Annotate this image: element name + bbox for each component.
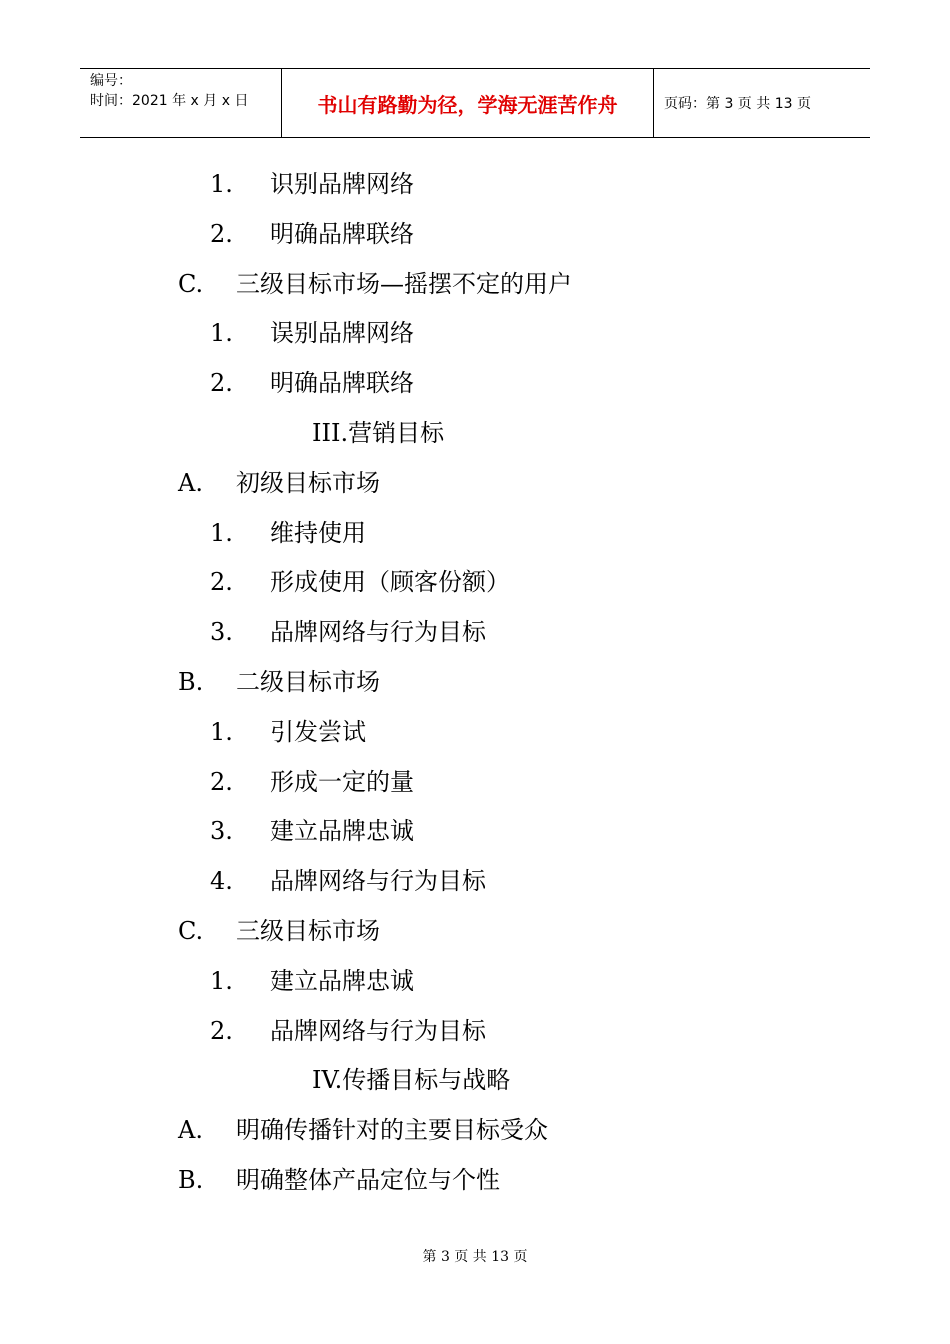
outline-item-number: 2. (210, 768, 233, 796)
section-heading-text: III.营销目标 (312, 419, 445, 447)
outline-item-number: A. (178, 469, 203, 497)
section-heading (312, 418, 444, 448)
outline-item-text: 三级目标市场 (236, 917, 380, 945)
outline-item-text: 明确品牌联络 (270, 220, 414, 248)
outline-item-text: 明确品牌联络 (270, 369, 414, 397)
outline-item-number: B. (178, 668, 204, 696)
outline-item-text: 识别品牌网络 (270, 170, 414, 198)
outline-item-text: 建立品牌忠诚 (270, 817, 414, 845)
outline-item-number: A. (178, 1116, 203, 1144)
header-page-info: 页码：第 3 页 共 13 页 (664, 96, 811, 112)
outline-item-number: 1. (210, 519, 233, 547)
outline-item-number: 1. (210, 718, 233, 746)
outline-item-number: 3. (210, 618, 233, 646)
outline-item-number: 4. (210, 867, 233, 895)
outline-item-number: 1. (210, 319, 233, 347)
outline-item-text: 维持使用 (270, 519, 366, 547)
number-label: 编号： (90, 73, 132, 89)
outline-item-number: 1. (210, 170, 233, 198)
outline-item-number: C. (178, 917, 204, 945)
outline-item-number: 2. (210, 568, 233, 596)
section-heading (312, 1065, 510, 1095)
outline-item-number: 3. (210, 817, 233, 845)
outline-item-text: 误别品牌网络 (270, 319, 414, 347)
outline-item-number: 2. (210, 1017, 233, 1045)
outline-item-text: 初级目标市场 (236, 469, 380, 497)
section-heading-text: IV.传播目标与战略 (312, 1066, 511, 1094)
outline-item-text: 形成一定的量 (270, 768, 414, 796)
outline-item-number: B. (178, 1166, 204, 1194)
outline-item-number: C. (178, 270, 204, 298)
header-motto: 书山有路勤为径，学海无涯苦作舟 (282, 69, 654, 137)
outline-item-number: 2. (210, 369, 233, 397)
outline-item-text: 三级目标市场—摇摆不定的用户 (236, 270, 572, 298)
outline-item-text: 引发尝试 (270, 718, 366, 746)
outline-item-text: 建立品牌忠诚 (270, 967, 414, 995)
outline-item-number: 2. (210, 220, 233, 248)
time-label: 时间：2021 年 x 月 x 日 (90, 93, 249, 109)
outline-item-text: 二级目标市场 (236, 668, 380, 696)
outline-item-text: 明确传播针对的主要目标受众 (236, 1116, 548, 1144)
outline-item-text: 明确整体产品定位与个性 (236, 1166, 500, 1194)
outline-item-text: 品牌网络与行为目标 (270, 1017, 486, 1045)
outline-item-number: 1. (210, 967, 233, 995)
outline-item-text: 形成使用（顾客份额） (270, 568, 510, 596)
page-header (80, 68, 870, 138)
outline-item-text: 品牌网络与行为目标 (270, 618, 486, 646)
outline-item-text: 品牌网络与行为目标 (270, 867, 486, 895)
header-meta (80, 69, 282, 137)
page-footer: 第 3 页 共 13 页 (422, 1249, 528, 1265)
